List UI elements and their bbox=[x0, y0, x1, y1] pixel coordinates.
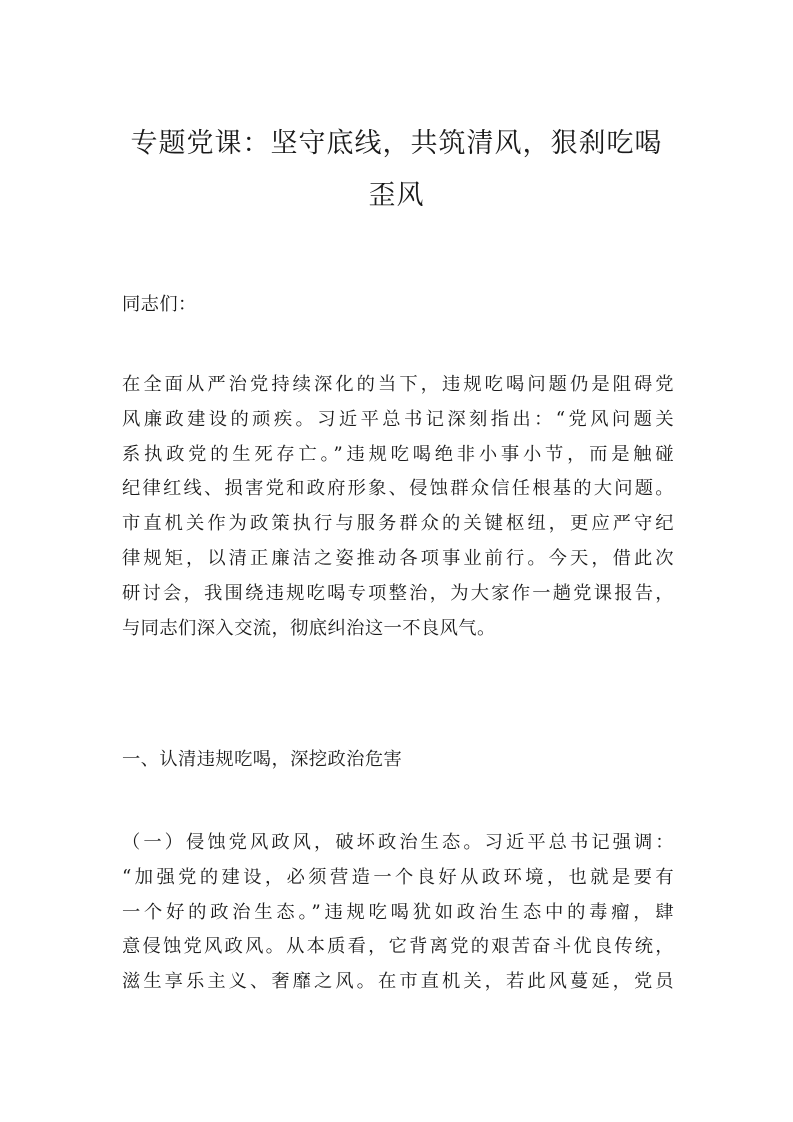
subsection-paragraph bbox=[122, 826, 674, 1000]
section-heading: 一、认清违规吃喝，深挖政治危害 bbox=[122, 749, 403, 770]
document-title bbox=[100, 118, 693, 222]
intro-line: 研讨会，我围绕违规吃喝专项整治，为大家作一趟党课报告， bbox=[122, 582, 674, 604]
title-line-2: 歪风 bbox=[368, 180, 425, 211]
intro-line: 风廉政建设的顽疾。习近平总书记深刻指出：“党风问题关 bbox=[122, 408, 674, 430]
intro-line: 与同志们深入交流，彻底纠治这一不良风气。 bbox=[122, 617, 496, 639]
title-line-1: 专题党课：坚守底线，共筑清风，狠刹吃喝 bbox=[130, 128, 663, 159]
intro-line: 在全面从严治党持续深化的当下，违规吃喝问题仍是阻碍党 bbox=[122, 374, 674, 395]
subsection-line: “加强党的建设，必须营造一个良好从政环境，也就是要有 bbox=[122, 866, 674, 888]
subsection-line: 一个好的政治生态。”违规吃喝犹如政治生态中的毒瘤，肆 bbox=[122, 901, 674, 923]
greeting: 同志们： bbox=[122, 294, 197, 315]
intro-line: 纪律红线、损害党和政府形象、侵蚀群众信任根基的大问题。 bbox=[122, 478, 674, 500]
intro-line: 系执政党的生死存亡。”违规吃喝绝非小事小节，而是触碰 bbox=[122, 443, 674, 465]
intro-line: 律规矩，以清正廉洁之姿推动各项事业前行。今天，借此次 bbox=[122, 547, 674, 569]
subsection-line: 滋生享乐主义、奢靡之风。在市直机关，若此风蔓延，党员 bbox=[122, 971, 674, 993]
subsection-line: （一）侵蚀党风政风，破坏政治生态。习近平总书记强调： bbox=[122, 832, 674, 853]
intro-paragraph bbox=[122, 368, 674, 646]
intro-line: 市直机关作为政策执行与服务群众的关键枢纽，更应严守纪 bbox=[122, 513, 674, 535]
subsection-line: 意侵蚀党风政风。从本质看，它背离党的艰苦奋斗优良传统， bbox=[122, 936, 674, 958]
